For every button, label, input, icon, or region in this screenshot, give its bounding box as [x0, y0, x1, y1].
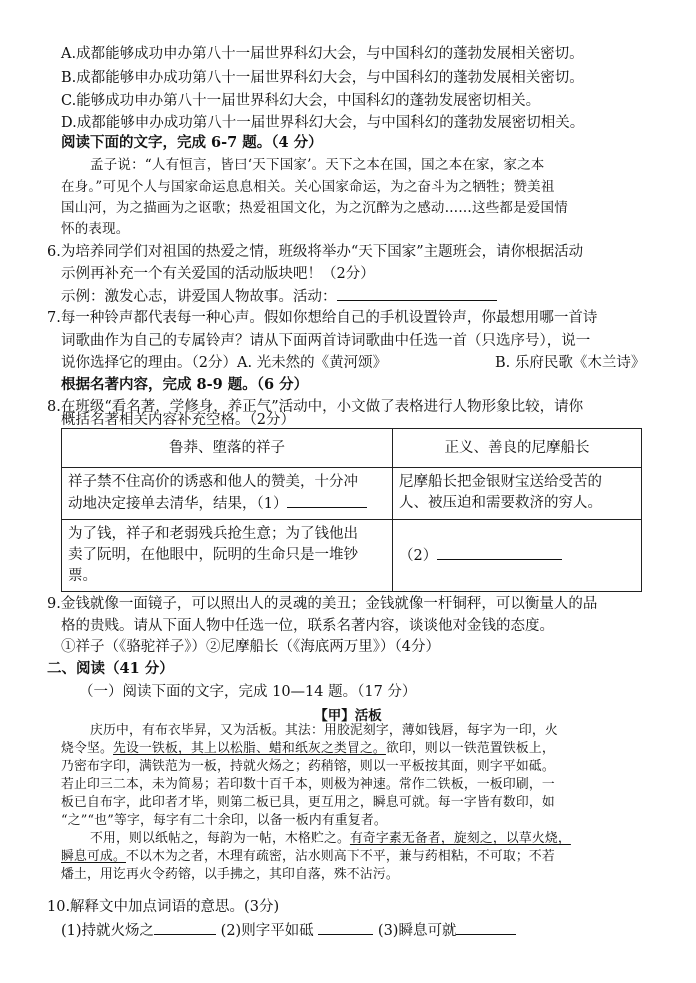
q10-blank-1[interactable] [154, 920, 216, 935]
q7-option-b: B. 乐府民歌《木兰诗》 [495, 355, 646, 371]
q10-item-1: (1)持就火炀之 [61, 923, 155, 939]
q9-line: 格的贵贱。请从下面人物中任选一位，联系名著内容，谈谈他对金钱的态度。 [61, 618, 554, 634]
passage-line [61, 847, 555, 867]
cell-text: 尼摩船长把金银财宝送给受苦的 [399, 474, 602, 490]
table-cell [393, 468, 642, 520]
q8-blank-1[interactable] [287, 493, 367, 508]
table-cell [62, 468, 393, 520]
q8-line: 概括名著相关内容补充空格。（2分） [61, 412, 295, 428]
q10-blank-3[interactable] [456, 920, 516, 935]
q10-item-3: (3)瞬息可就 [377, 923, 457, 939]
table-cell [393, 520, 642, 592]
q6-example [61, 286, 497, 307]
q10-items [61, 920, 516, 941]
passage-line: 若止印三二本，未为简易；若印数十百千本，则极为神速。常作二铁板，一板印刷，一 [61, 777, 555, 792]
table-row [62, 520, 642, 592]
cell-text: 为了钱，祥子和老弱残兵抢生意；为了钱他出 [68, 526, 358, 542]
option-d: D.成都能够申办成功第八十一届世界科幻大会，与中国科幻的蓬勃发展密切相关。 [61, 115, 585, 131]
table-row [62, 468, 642, 520]
q10-blank-2[interactable] [318, 920, 373, 935]
q6-line: 示例再补充一个有关爱国的活动版块吧！（2分） [61, 266, 375, 282]
passage-line: 燔土，用讫再火令药镕，以手拂之，其印自落，殊不沾污。 [61, 867, 399, 882]
underlined-sentence: 先设一铁板，其上以松脂、蜡和纸灰之类冒之。 [113, 741, 386, 756]
passage-line: 庆历中，有布衣毕昇，又为活板。其法：用胶泥刻字，薄如钱唇，每字为一印，火 [90, 723, 558, 738]
q10-item-2: (2)则字平如砥 [220, 923, 314, 939]
passage-line: 乃密布字印，满铁范为一板，持就火炀之；药稍镕，则以一平板按其面，则字平如砥。 [61, 759, 555, 774]
cell-text: （2） [399, 547, 438, 564]
option-b: B.成都能够申办成功第八十一届世界科幻大会，与中国科幻的蓬勃发展相关密切。 [61, 70, 584, 86]
table-header-left: 鲁莽、堕落的祥子 [62, 429, 393, 468]
section-6-7-heading: 阅读下面的文字，完成 6-7 题。（4 分） [61, 134, 323, 151]
passage-text: 不以木为之者，木理有疏密，沾水则高下不平，兼与药相粘，不可取；不若 [125, 849, 555, 864]
q7-line-3: 说你选择它的理由。（2分）A. 光未然的《黄河颂》 [61, 355, 388, 371]
passage-line: “之”“也”等字，每字有二十余印，以备一板内有重复者。 [61, 813, 387, 828]
cell-text: 人、被压迫和需要救济的穷人。 [399, 495, 602, 511]
passage-line: 板已自布字，此印者才毕，则第二板已具，更互用之，瞬息可就。每一字皆有数印，如 [61, 795, 555, 810]
q7-line: 7.每一种铃声都代表每一种心声。假如你想给自己的手机设置铃声，你最想用哪一首诗 [47, 310, 598, 326]
passage-line: 孟子说：“人有恒言，皆曰‘天下国家’。天下之本在国，国之本在家，家之本 [90, 157, 545, 173]
passage-text: 烧令坚。 [61, 741, 113, 756]
underlined-sentence: 瞬息可成。 [61, 849, 126, 864]
passage-line [61, 739, 555, 759]
jia-title: 【甲】活板 [314, 708, 382, 724]
q10-title: 10.解释文中加点词语的意思。(3分) [47, 899, 280, 915]
cell-text: 动地决定接单去清华，结果，（1） [68, 496, 288, 512]
q6-answer-blank[interactable] [337, 286, 497, 301]
q6-example-text: 示例：激发心志，讲爱国人物故事。活动： [61, 289, 337, 305]
section-8-9-heading: 根据名著内容，完成 8-9 题。（6 分） [61, 376, 309, 393]
comparison-table [61, 428, 642, 592]
option-a: A.成都能够成功申办第八十一届世界科幻大会，与中国科幻的蓬勃发展相关密切。 [61, 46, 584, 62]
table-header-row [62, 429, 642, 468]
q8-blank-2[interactable] [437, 545, 562, 560]
option-c: C.能够成功申办第八十一届世界科幻大会，中国科幻的蓬勃发展密切相关。 [61, 93, 541, 109]
q8-line: 8.在班级“看名著，学修身，养正气”活动中，小文做了表格进行人物形象比较，请你 [47, 399, 584, 415]
passage-text: 欲印，则以一铁范置铁板上， [385, 741, 555, 756]
passage-line: 在身。”可见个人与国家命运息息相关。关心国家命运，为之奋斗为之牺牲；赞美祖 [61, 179, 555, 195]
passage-line [90, 829, 571, 849]
table-cell [62, 520, 393, 592]
q7-line: 词歌曲作为自己的专属铃声？请从下面两首诗词歌曲中任选一首（只选序号），说一 [61, 333, 591, 349]
cell-text: 祥子禁不住高价的诱惑和他人的赞美，十分冲 [68, 474, 358, 490]
passage-line: 怀的表现。 [61, 221, 130, 237]
q9-line: 9.金钱就像一面镜子，可以照出人的灵魂的美丑；金钱就像一杆铜秤，可以衡量人的品 [47, 596, 598, 612]
passage-text: 不用，则以纸帖之，每韵为一帖，木格贮之。 [90, 831, 350, 846]
q9-line: ①祥子（《骆驼祥子》）②尼摩船长（《海底两万里》）（4分） [61, 639, 440, 655]
passage-line: 国山河，为之描画为之讴歌；热爱祖国文化，为之沉醉为之感动……这些都是爱国情 [61, 200, 568, 216]
table-header-right: 正义、善良的尼摩船长 [393, 429, 642, 468]
underlined-sentence: 有奇字素无备者，旋刻之，以草火烧， [349, 831, 571, 846]
q6-line: 6.为培养同学们对祖国的热爱之情，班级将举办“天下国家”主题班会，请你根据活动 [47, 244, 584, 260]
cell-text-line [68, 493, 386, 515]
part-2-subheading: （一）阅读下面的文字，完成 10—14 题。（17 分） [79, 684, 417, 700]
cell-text: 票。 [68, 568, 97, 584]
cell-text: 卖了阮明，在他眼中，阮明的生命只是一堆钞 [68, 547, 358, 563]
part-2-heading: 二、阅读（41 分） [47, 660, 174, 677]
